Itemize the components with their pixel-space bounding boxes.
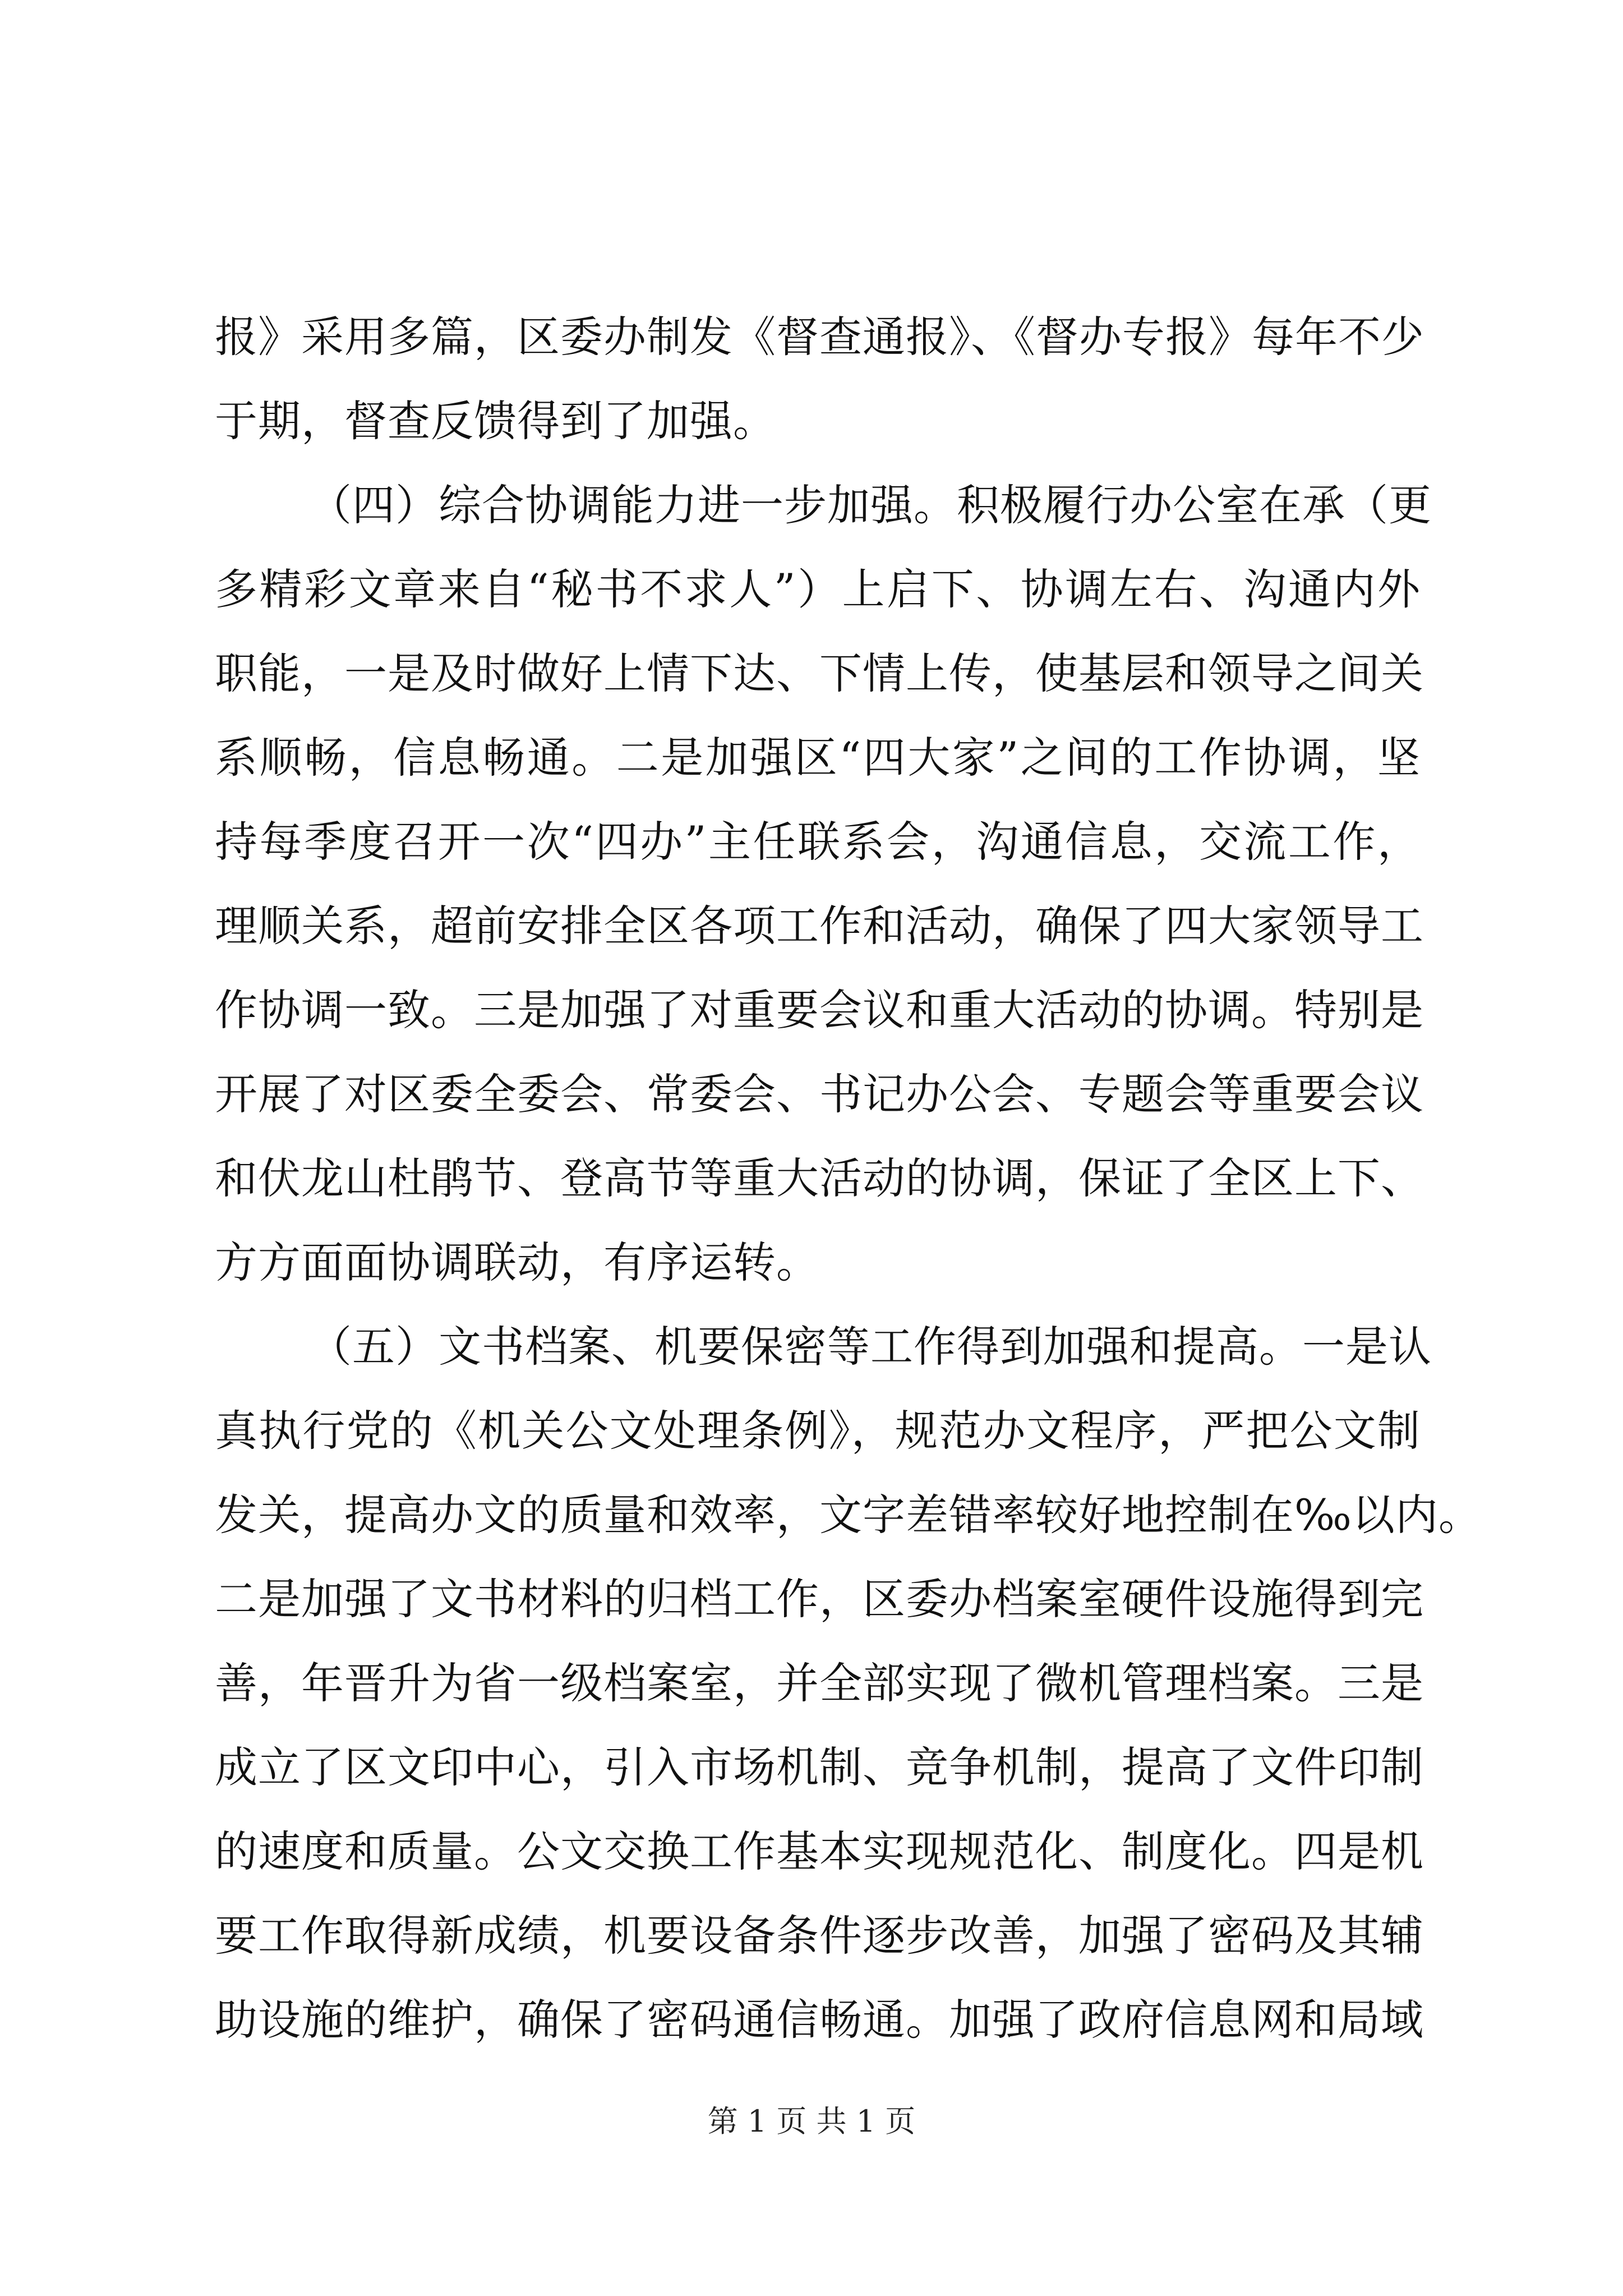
text-line: 报》采用多篇，区委办制发《督查通报》、《督办专报》每年不少: [215, 312, 1424, 362]
text-line: 持每季度召开一次“四办”主任联系会，沟通信息，交流工作，: [215, 817, 1421, 867]
text-line: 方方面面协调联动，有序运转。: [215, 1237, 819, 1287]
page-number-footer: 第 1 页 共 1 页: [707, 2104, 916, 2139]
text-line: 真执行党的《机关公文处理条例》，规范办文程序，严把公文制: [215, 1406, 1421, 1456]
text-line: 要工作取得新成绩，机要设备条件逐步改善，加强了密码及其辅: [215, 1911, 1424, 1961]
text-line: 作协调一致。三是加强了对重要会议和重大活动的协调。特别是: [215, 985, 1424, 1035]
text-line: 于期，督查反馈得到了加强。: [215, 396, 776, 446]
text-line: 理顺关系，超前安排全区各项工作和活动，确保了四大家领导工: [215, 901, 1424, 951]
text-line: 的速度和质量。公文交换工作基本实现规范化、制度化。四是机: [215, 1826, 1424, 1876]
paragraph-heading-line: （五）文书档案、机要保密等工作得到加强和提高。一是认: [309, 1322, 1432, 1372]
text-line: 开展了对区委全委会、常委会、书记办公会、专题会等重要会议: [215, 1069, 1424, 1119]
text-line: 和伏龙山杜鹃节、登高节等重大活动的协调，保证了全区上下、: [215, 1153, 1424, 1203]
text-line: 助设施的维护，确保了密码通信畅通。加强了政府信息网和局域: [215, 1995, 1424, 2045]
text-line: 二是加强了文书材料的归档工作，区委办档案室硬件设施得到完: [215, 1574, 1424, 1624]
text-line: 善，年晋升为省一级档案室，并全部实现了微机管理档案。三是: [215, 1658, 1424, 1708]
text-line: 职能，一是及时做好上情下达、下情上传，使基层和领导之间关: [215, 648, 1424, 698]
paragraph-heading-line: （四）综合协调能力进一步加强。积极履行办公室在承（更: [309, 480, 1432, 530]
text-line: 发关，提高办文的质量和效率，文字差错率较好地控制在‰以内。: [215, 1490, 1482, 1540]
text-line: 多精彩文章来自“秘书不求人”）上启下、协调左右、沟通内外: [215, 564, 1421, 614]
text-line: 成立了区文印中心，引入市场机制、竞争机制，提高了文件印制: [215, 1742, 1424, 1792]
text-line: 系顺畅，信息畅通。二是加强区“四大家”之间的工作协调，坚: [215, 733, 1421, 783]
